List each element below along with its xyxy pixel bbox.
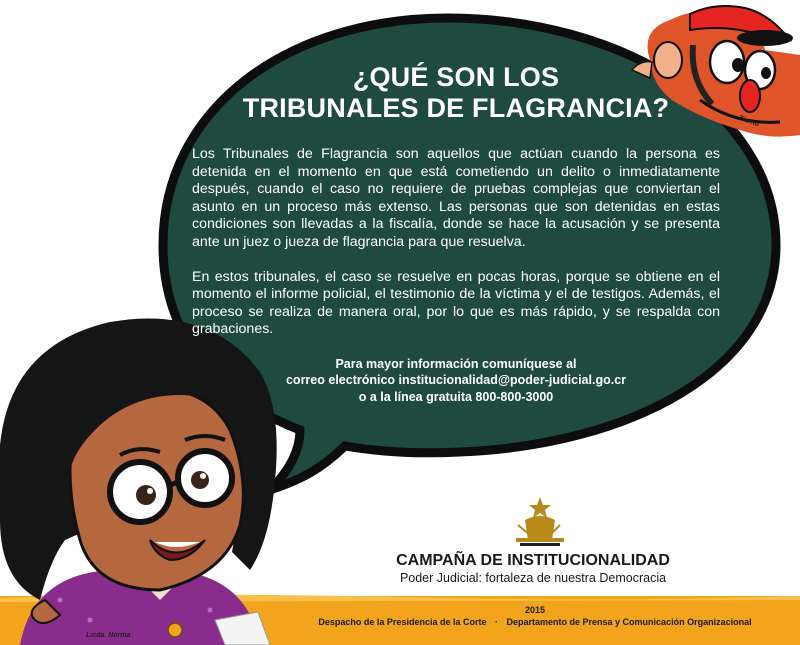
footer-offices: [300, 616, 770, 628]
title-line-2: TRIBUNALES DE FLAGRANCIA?: [242, 93, 670, 123]
paragraph-definition: Los Tribunales de Flagrancia son aquellos que actúan cuando la persona es detenida en el momento en que está cometiendo un delito o inmediatamente después, cuando el caso no requiere de pruebas complejas que conviertan el asunto en un proceso más extenso. Las personas que son detenidas en estas condiciones son llevadas a la fiscalía, donde se hace la acusación y se presenta ante un juez o jueza de flagrancia para que resuelva.: [192, 146, 720, 250]
bubble-content: [192, 62, 720, 405]
footer-year: 2015: [524, 605, 546, 615]
judicial-logo: [516, 497, 564, 546]
footer-office-1: Despacho de la Presidencia de la Corte: [318, 617, 487, 627]
footer-text: [300, 604, 770, 628]
contact-line-1: Para mayor información comuníquese al: [335, 356, 577, 371]
woman-signature: Licda. Norma: [86, 632, 131, 639]
footer-office-2: Departamento de Prensa y Comunicación Organizacional: [506, 617, 752, 627]
paragraph-process: En estos tribunales, el caso se resuelve en pocas horas, porque se obtiene en el momento el informe policial, el testimonio de la víctima y el de testigos. Además, el proceso se realiza de manera oral, por lo que es más rápido, y se respalda con grabaciones.: [192, 268, 720, 338]
contact-info: [192, 356, 720, 406]
campaign-title: CAMPAÑA DE INSTITUCIONALIDAD: [396, 552, 670, 569]
campaign-block: [382, 552, 684, 586]
contact-line-2: correo electrónico institucionalidad@poder-judicial.go.cr: [285, 373, 627, 388]
page-title: [192, 62, 720, 124]
contact-line-3: o a la línea gratuita 800-800-3000: [358, 389, 554, 404]
title-line-1: ¿QUÉ SON LOS: [352, 62, 560, 92]
boy-signature: Tierno: [737, 114, 760, 129]
campaign-subtitle: Poder Judicial: fortaleza de nuestra Democracia: [399, 571, 667, 585]
footer-separator: ·: [495, 617, 498, 627]
